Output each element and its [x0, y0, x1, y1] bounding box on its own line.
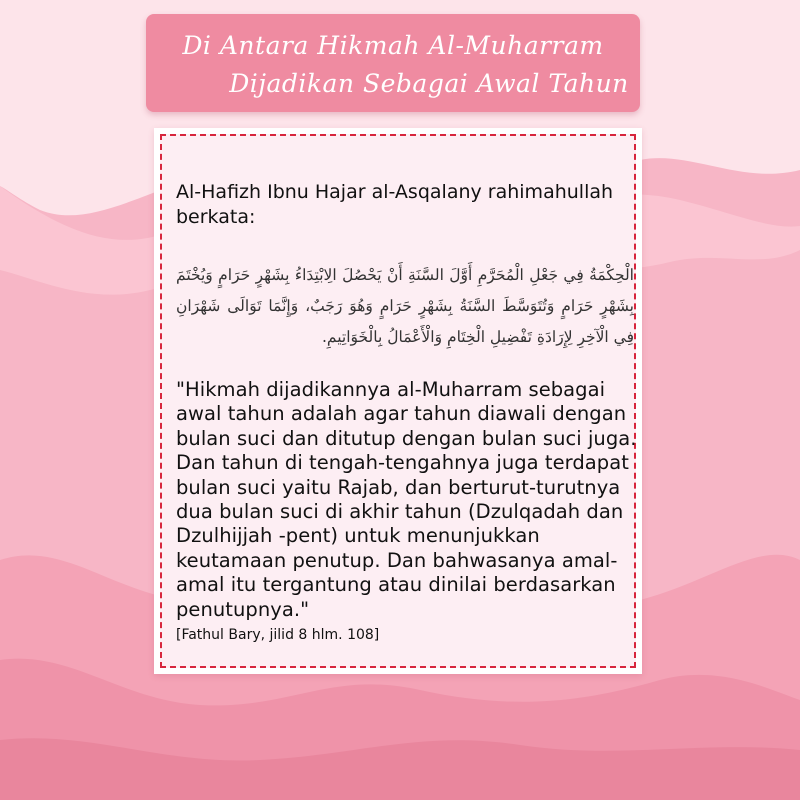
- source-reference: [Fathul Bary, jilid 8 hlm. 108]: [176, 627, 380, 643]
- title-banner: [146, 14, 640, 112]
- intro-text: Al-Hafizh Ibnu Hajar al-Asqalany rahimahullah berkata:: [176, 181, 614, 228]
- title-line-2: Dijadikan Sebagai Awal Tahun: [229, 69, 629, 98]
- dashed-frame: [160, 134, 636, 668]
- translation-text: "Hikmah dijadikannya al-Muharram sebagai awal tahun adalah agar tahun diawali dengan bulan suci dan ditutup dengan bulan suci juga. Dan tahun di tengah-tengahnya juga terdapat bulan suci yaitu Rajab, dan berturut-turutnya dua bulan suci di akhir tahun (Dzulqadah dan Dzulhijjah -pent) untuk menunjukkan keutamaan penutup. Dan bahwasanya amal-amal itu tergantung atau dinilai berdasarkan penutupnya.": [176, 378, 637, 621]
- arabic-quote: الْحِكْمَةُ فِي جَعْلِ الْمُحَرَّمِ أَوَّلَ السَّنَةِ أَنْ يَحْصُلَ الِابْتِدَاءُ بِشَهْرٍ حَرَامٍ وَيُخْتَمَ بِشَهْرٍ حَرَامٍ وَتُتَوَسَّطَ السَّنَةُ بِشَهْرٍ حَرَامٍ وَهُوَ رَجَبٌ، وَإِنَّمَا تَوَالَى شَهْرَانِ فِي الْآخِرِ لِإِرَادَةِ تَفْضِيلِ الْخِتَامِ وَالْأَعْمَالُ بِالْخَوَاتِيمِ.: [176, 266, 634, 346]
- title-line-1: Di Antara Hikmah Al-Muharram: [182, 31, 604, 60]
- content-card: [154, 128, 642, 674]
